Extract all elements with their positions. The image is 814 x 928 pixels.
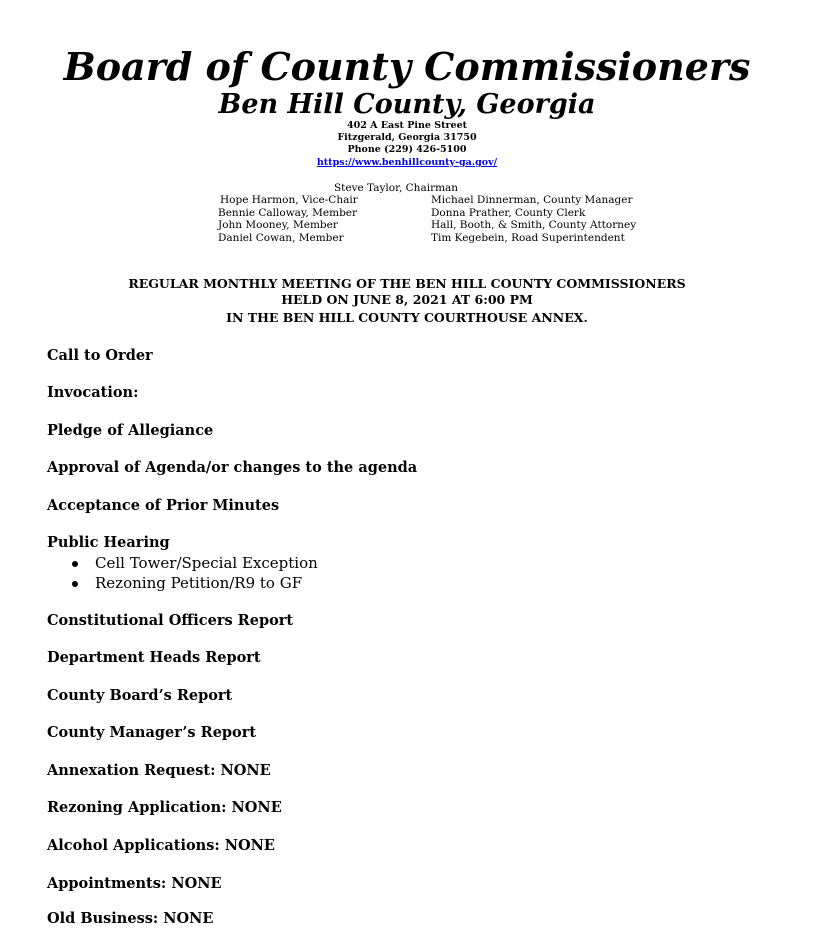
agenda-item-rezoning: Rezoning Application: NONE: [47, 799, 282, 816]
bullet-icon: [72, 561, 78, 567]
agenda-item-alcohol: Alcohol Applications: NONE: [47, 837, 275, 854]
public-hearing-item-2: Rezoning Petition/R9 to GF: [95, 574, 303, 592]
agenda-item-board: County Board’s Report: [47, 687, 233, 704]
agenda-item-pledge: Pledge of Allegiance: [47, 422, 214, 439]
agenda-item-acceptance: Acceptance of Prior Minutes: [47, 497, 280, 514]
official-right-2: Donna Prather, County Clerk: [431, 207, 586, 219]
official-right-1: Michael Dinnerman, County Manager: [431, 194, 633, 206]
meeting-title-line-2: HELD ON JUNE 8, 2021 AT 6:00 PM: [281, 292, 533, 307]
agenda-item-call-to-order: Call to Order: [47, 347, 153, 364]
official-left-1: Hope Harmon, Vice-Chair: [220, 194, 358, 206]
phone-number: Phone (229) 426-5100: [347, 144, 467, 155]
board-title: Board of County Commissioners: [63, 44, 751, 89]
official-left-3: John Mooney, Member: [218, 219, 338, 231]
agenda-item-approval: Approval of Agenda/or changes to the agenda: [47, 459, 418, 476]
agenda-item-old-business: Old Business: NONE: [47, 910, 214, 927]
bullet-icon: [72, 581, 78, 587]
agenda-item-constitutional: Constitutional Officers Report: [47, 612, 294, 629]
agenda-item-appointments: Appointments: NONE: [47, 875, 222, 892]
official-right-3: Hall, Booth, & Smith, County Attorney: [431, 219, 637, 231]
address-city: Fitzgerald, Georgia 31750: [337, 132, 477, 143]
county-subtitle: Ben Hill County, Georgia: [218, 89, 596, 120]
meeting-title-line-3: IN THE BEN HILL COUNTY COURTHOUSE ANNEX.: [226, 310, 588, 325]
meeting-title-line-1: REGULAR MONTHLY MEETING OF THE BEN HILL COUNTY COMMISSIONERS: [128, 276, 686, 291]
official-right-4: Tim Kegebein, Road Superintendent: [431, 232, 625, 244]
agenda-item-annexation: Annexation Request: NONE: [47, 762, 271, 779]
public-hearing-item-1: Cell Tower/Special Exception: [95, 554, 318, 572]
agenda-item-department: Department Heads Report: [47, 649, 261, 666]
agenda-item-public-hearing: Public Hearing: [47, 534, 170, 551]
official-left-4: Daniel Cowan, Member: [218, 232, 344, 244]
official-left-2: Bennie Calloway, Member: [218, 207, 358, 219]
website-link[interactable]: https://www.benhillcounty-ga.gov/: [316, 157, 498, 168]
chairman: Steve Taylor, Chairman: [333, 182, 459, 194]
agenda-item-manager: County Manager’s Report: [47, 724, 257, 741]
address-street: 402 A East Pine Street: [347, 120, 467, 131]
agenda-item-invocation: Invocation:: [47, 384, 139, 401]
